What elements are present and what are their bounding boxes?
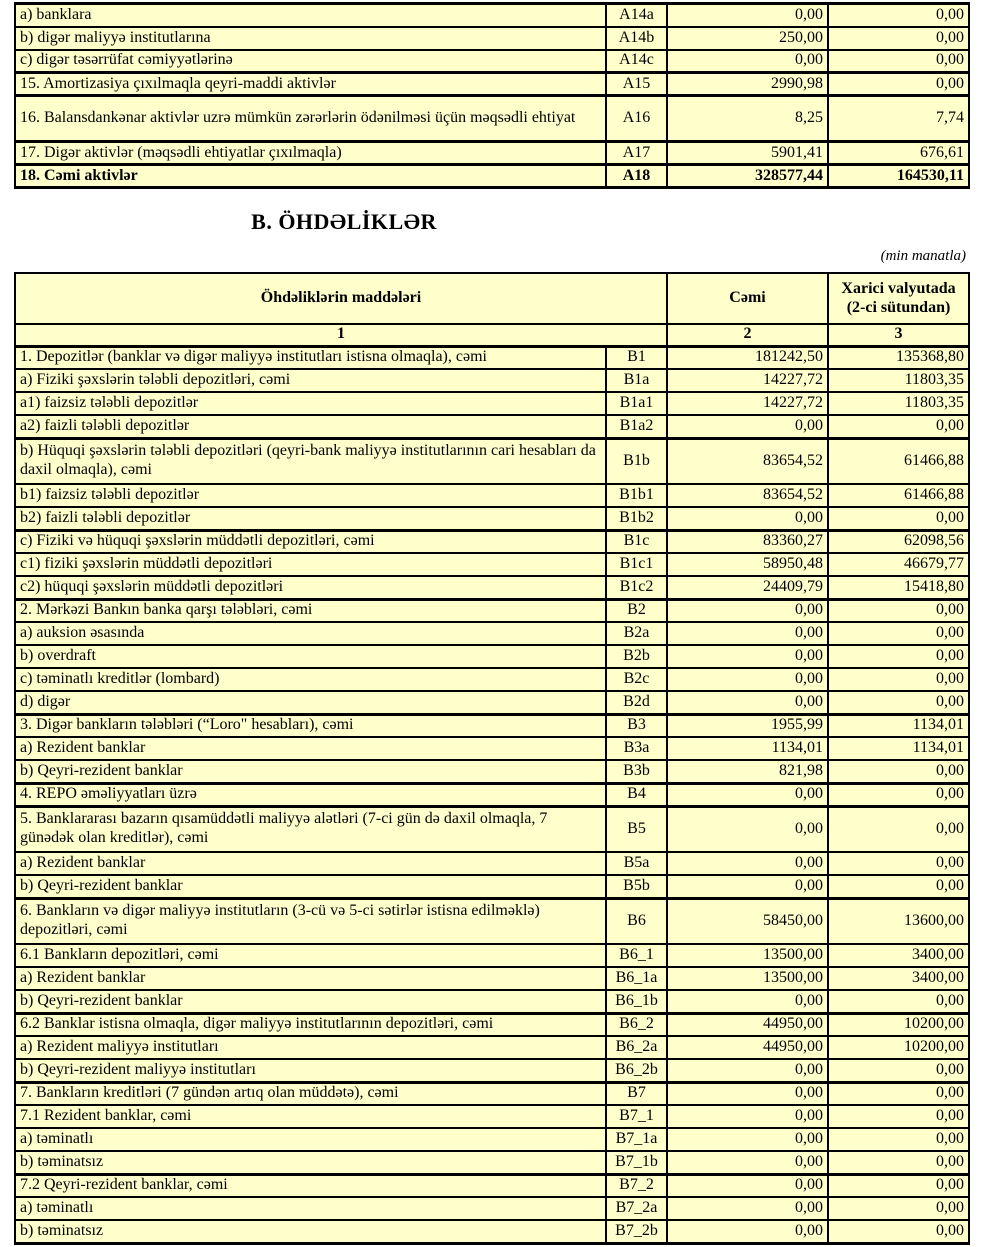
table-row bbox=[15, 668, 969, 691]
row-code: B1a2 bbox=[606, 415, 667, 438]
table-row bbox=[15, 346, 969, 369]
row-foreign-currency-value: 11803,35 bbox=[828, 392, 969, 415]
row-foreign-currency-value: 676,61 bbox=[828, 142, 969, 165]
assets-table-continuation bbox=[14, 2, 970, 189]
table-row bbox=[15, 898, 969, 944]
row-code: B1a bbox=[606, 369, 667, 392]
row-item-label: b) Qeyri-rezident maliyyə institutları bbox=[15, 1059, 606, 1082]
table-row bbox=[15, 1151, 969, 1174]
row-foreign-currency-value: 0,00 bbox=[828, 1082, 969, 1105]
row-code: B5b bbox=[606, 875, 667, 898]
row-code: A16 bbox=[606, 96, 667, 142]
row-code: B6_2a bbox=[606, 1036, 667, 1059]
row-code: B1b bbox=[606, 438, 667, 484]
row-total-value: 0,00 bbox=[667, 645, 828, 668]
row-foreign-currency-value: 135368,80 bbox=[828, 346, 969, 369]
table-row bbox=[15, 27, 969, 50]
col-header-foreign-line2: (2-ci sütundan) bbox=[846, 298, 951, 316]
row-code: B6_2 bbox=[606, 1013, 667, 1036]
row-foreign-currency-value: 0,00 bbox=[828, 1059, 969, 1082]
row-total-value: 13500,00 bbox=[667, 967, 828, 990]
row-foreign-currency-value: 0,00 bbox=[828, 622, 969, 645]
row-total-value: 13500,00 bbox=[667, 944, 828, 967]
row-total-value: 0,00 bbox=[667, 1128, 828, 1151]
row-code: B3 bbox=[606, 714, 667, 737]
row-total-value: 0,00 bbox=[667, 1082, 828, 1105]
row-code: A14a bbox=[606, 4, 667, 27]
row-foreign-currency-value: 0,00 bbox=[828, 1151, 969, 1174]
row-foreign-currency-value: 62098,56 bbox=[828, 530, 969, 553]
table-row bbox=[15, 553, 969, 576]
table-row bbox=[15, 165, 969, 188]
row-item-label: 2. Mərkəzi Bankın banka qarşı tələbləri, cəmi bbox=[15, 599, 606, 622]
row-foreign-currency-value: 1134,01 bbox=[828, 714, 969, 737]
row-item-label: 7. Bankların kreditləri (7 gündən artıq olan müddətə), cəmi bbox=[15, 1082, 606, 1105]
row-foreign-currency-value: 10200,00 bbox=[828, 1013, 969, 1036]
table-row bbox=[15, 50, 969, 73]
table-row bbox=[15, 438, 969, 484]
row-total-value: 14227,72 bbox=[667, 369, 828, 392]
row-code: B2 bbox=[606, 599, 667, 622]
row-total-value: 8,25 bbox=[667, 96, 828, 142]
row-total-value: 58450,00 bbox=[667, 898, 828, 944]
row-item-label: 16. Balansdankənar aktivlər uzrə mümkün zərərlərin ödənilməsi üçün məqsədli ehtiyat bbox=[15, 96, 606, 142]
row-total-value: 0,00 bbox=[667, 875, 828, 898]
row-code: B7_1 bbox=[606, 1105, 667, 1128]
row-total-value: 250,00 bbox=[667, 27, 828, 50]
row-total-value: 0,00 bbox=[667, 4, 828, 27]
row-foreign-currency-value: 61466,88 bbox=[828, 438, 969, 484]
row-foreign-currency-value: 0,00 bbox=[828, 875, 969, 898]
row-foreign-currency-value: 0,00 bbox=[828, 1174, 969, 1197]
table-row bbox=[15, 392, 969, 415]
row-total-value: 0,00 bbox=[667, 1220, 828, 1243]
row-item-label: 4. REPO əməliyyatları üzrə bbox=[15, 783, 606, 806]
table-row bbox=[15, 944, 969, 967]
row-code: B1c2 bbox=[606, 576, 667, 599]
row-code: B5 bbox=[606, 806, 667, 852]
row-foreign-currency-value: 0,00 bbox=[828, 645, 969, 668]
row-foreign-currency-value: 3400,00 bbox=[828, 967, 969, 990]
row-foreign-currency-value: 0,00 bbox=[828, 691, 969, 714]
row-code: B1c1 bbox=[606, 553, 667, 576]
table-row bbox=[15, 760, 969, 783]
col-header-items: Öhdəliklərin maddələri bbox=[15, 273, 667, 324]
row-foreign-currency-value: 0,00 bbox=[828, 415, 969, 438]
row-total-value: 0,00 bbox=[667, 783, 828, 806]
row-total-value: 0,00 bbox=[667, 668, 828, 691]
table-row bbox=[15, 852, 969, 875]
table-row bbox=[15, 645, 969, 668]
row-foreign-currency-value: 0,00 bbox=[828, 1105, 969, 1128]
row-item-label: a) auksion əsasında bbox=[15, 622, 606, 645]
row-item-label: a) Rezident banklar bbox=[15, 967, 606, 990]
row-item-label: 7.2 Qeyri-rezident banklar, cəmi bbox=[15, 1174, 606, 1197]
col-header-foreign-line1: Xarici valyutada bbox=[841, 279, 956, 297]
row-code: B7_2 bbox=[606, 1174, 667, 1197]
row-item-label: b) digər maliyyə institutlarına bbox=[15, 27, 606, 50]
row-foreign-currency-value: 10200,00 bbox=[828, 1036, 969, 1059]
row-code: B3a bbox=[606, 737, 667, 760]
row-code: B3b bbox=[606, 760, 667, 783]
row-code: B1c bbox=[606, 530, 667, 553]
table-row bbox=[15, 415, 969, 438]
row-total-value: 181242,50 bbox=[667, 346, 828, 369]
row-item-label: 5. Banklararası bazarın qısamüddətli maliyyə alətləri (7-ci gün də daxil olmaqla, 7 günədək olan kreditlər), cəmi bbox=[15, 806, 606, 852]
table-row bbox=[15, 691, 969, 714]
table-row bbox=[15, 806, 969, 852]
unit-note: (min manatla) bbox=[880, 248, 966, 264]
row-total-value: 0,00 bbox=[667, 1174, 828, 1197]
row-code: B6_1 bbox=[606, 944, 667, 967]
row-item-label: b) təminatsız bbox=[15, 1220, 606, 1243]
table-row bbox=[15, 1013, 969, 1036]
liabilities-table-header bbox=[15, 273, 969, 346]
table-row bbox=[15, 1174, 969, 1197]
row-code: B7 bbox=[606, 1082, 667, 1105]
row-foreign-currency-value: 0,00 bbox=[828, 50, 969, 73]
header-row bbox=[15, 273, 969, 324]
row-total-value: 328577,44 bbox=[667, 165, 828, 188]
row-code: B2d bbox=[606, 691, 667, 714]
table-row bbox=[15, 1128, 969, 1151]
row-item-label: 3. Digər bankların tələbləri (“Loro" hesabları), cəmi bbox=[15, 714, 606, 737]
col-header-foreign bbox=[828, 273, 969, 324]
col-number-items: 1 bbox=[15, 324, 667, 346]
row-total-value: 0,00 bbox=[667, 1105, 828, 1128]
row-item-label: a1) faizsiz tələbli depozitlər bbox=[15, 392, 606, 415]
row-total-value: 0,00 bbox=[667, 852, 828, 875]
table-row bbox=[15, 530, 969, 553]
row-total-value: 83360,27 bbox=[667, 530, 828, 553]
row-foreign-currency-value: 0,00 bbox=[828, 507, 969, 530]
table-row bbox=[15, 1082, 969, 1105]
row-code: B6_1b bbox=[606, 990, 667, 1013]
row-item-label: a) banklara bbox=[15, 4, 606, 27]
row-total-value: 0,00 bbox=[667, 1059, 828, 1082]
row-item-label: a) Rezident banklar bbox=[15, 852, 606, 875]
row-item-label: 1. Depozitlər (banklar və digər maliyyə institutları istisna olmaqla), cəmi bbox=[15, 346, 606, 369]
row-foreign-currency-value: 0,00 bbox=[828, 599, 969, 622]
row-total-value: 44950,00 bbox=[667, 1036, 828, 1059]
row-total-value: 2990,98 bbox=[667, 73, 828, 96]
row-foreign-currency-value: 13600,00 bbox=[828, 898, 969, 944]
row-total-value: 0,00 bbox=[667, 1151, 828, 1174]
liabilities-table bbox=[14, 272, 970, 1245]
row-item-label: a) Rezident maliyyə institutları bbox=[15, 1036, 606, 1059]
row-total-value: 58950,48 bbox=[667, 553, 828, 576]
row-item-label: b) Qeyri-rezident banklar bbox=[15, 875, 606, 898]
row-total-value: 0,00 bbox=[667, 415, 828, 438]
row-code: B5a bbox=[606, 852, 667, 875]
row-foreign-currency-value: 46679,77 bbox=[828, 553, 969, 576]
row-item-label: c) digər təsərrüfat cəmiyyətlərinə bbox=[15, 50, 606, 73]
row-code: A18 bbox=[606, 165, 667, 188]
row-total-value: 0,00 bbox=[667, 599, 828, 622]
col-number-total: 2 bbox=[667, 324, 828, 346]
row-item-label: 18. Cəmi aktivlər bbox=[15, 165, 606, 188]
row-item-label: b) Qeyri-rezident banklar bbox=[15, 760, 606, 783]
row-item-label: 6.2 Banklar istisna olmaqla, digər maliyyə institutlarının depozitləri, cəmi bbox=[15, 1013, 606, 1036]
row-code: B6 bbox=[606, 898, 667, 944]
row-code: B6_2b bbox=[606, 1059, 667, 1082]
row-foreign-currency-value: 0,00 bbox=[828, 27, 969, 50]
assets-table-body bbox=[15, 4, 969, 188]
table-row bbox=[15, 967, 969, 990]
row-item-label: 7.1 Rezident banklar, cəmi bbox=[15, 1105, 606, 1128]
row-item-label: c) təminatlı kreditlər (lombard) bbox=[15, 668, 606, 691]
row-foreign-currency-value: 0,00 bbox=[828, 783, 969, 806]
row-item-label: a) Rezident banklar bbox=[15, 737, 606, 760]
table-row bbox=[15, 1197, 969, 1220]
row-code: A14c bbox=[606, 50, 667, 73]
row-code: A14b bbox=[606, 27, 667, 50]
row-foreign-currency-value: 0,00 bbox=[828, 4, 969, 27]
row-item-label: 6. Bankların və digər maliyyə institutların (3-cü və 5-ci sətirlər istisna edilməklə) depozitləri, cəmi bbox=[15, 898, 606, 944]
row-foreign-currency-value: 0,00 bbox=[828, 1220, 969, 1243]
table-row bbox=[15, 599, 969, 622]
table-row bbox=[15, 737, 969, 760]
row-total-value: 0,00 bbox=[667, 50, 828, 73]
row-item-label: a2) faizli tələbli depozitlər bbox=[15, 415, 606, 438]
row-foreign-currency-value: 7,74 bbox=[828, 96, 969, 142]
row-item-label: 15. Amortizasiya çıxılmaqla qeyri-maddi aktivlər bbox=[15, 73, 606, 96]
table-row bbox=[15, 73, 969, 96]
row-item-label: c2) hüquqi şəxslərin müddətli depozitləri bbox=[15, 576, 606, 599]
row-foreign-currency-value: 3400,00 bbox=[828, 944, 969, 967]
row-code: B2b bbox=[606, 645, 667, 668]
row-foreign-currency-value: 164530,11 bbox=[828, 165, 969, 188]
row-total-value: 0,00 bbox=[667, 507, 828, 530]
row-item-label: 17. Digər aktivlər (məqsədli ehtiyatlar çıxılmaqla) bbox=[15, 142, 606, 165]
table-row bbox=[15, 4, 969, 27]
row-total-value: 821,98 bbox=[667, 760, 828, 783]
row-code: B7_2a bbox=[606, 1197, 667, 1220]
row-code: B1b1 bbox=[606, 484, 667, 507]
row-code: B1 bbox=[606, 346, 667, 369]
row-total-value: 5901,41 bbox=[667, 142, 828, 165]
row-foreign-currency-value: 0,00 bbox=[828, 73, 969, 96]
row-code: B1a1 bbox=[606, 392, 667, 415]
table-row bbox=[15, 1105, 969, 1128]
row-total-value: 0,00 bbox=[667, 990, 828, 1013]
row-code: B7_1b bbox=[606, 1151, 667, 1174]
row-item-label: c) Fiziki və hüquqi şəxslərin müddətli depozitləri, cəmi bbox=[15, 530, 606, 553]
row-total-value: 24409,79 bbox=[667, 576, 828, 599]
row-code: B1b2 bbox=[606, 507, 667, 530]
row-total-value: 83654,52 bbox=[667, 438, 828, 484]
table-row bbox=[15, 484, 969, 507]
row-item-label: a) təminatlı bbox=[15, 1128, 606, 1151]
table-row bbox=[15, 622, 969, 645]
table-row bbox=[15, 576, 969, 599]
row-code: A15 bbox=[606, 73, 667, 96]
column-number-row bbox=[15, 324, 969, 346]
row-total-value: 14227,72 bbox=[667, 392, 828, 415]
row-total-value: 0,00 bbox=[667, 806, 828, 852]
row-item-label: d) digər bbox=[15, 691, 606, 714]
col-number-foreign: 3 bbox=[828, 324, 969, 346]
row-code: B4 bbox=[606, 783, 667, 806]
row-foreign-currency-value: 0,00 bbox=[828, 990, 969, 1013]
table-row bbox=[15, 783, 969, 806]
row-code: B7_2b bbox=[606, 1220, 667, 1243]
row-item-label: a) Fiziki şəxslərin tələbli depozitləri, cəmi bbox=[15, 369, 606, 392]
row-item-label: 6.1 Bankların depozitləri, cəmi bbox=[15, 944, 606, 967]
row-item-label: b) Qeyri-rezident banklar bbox=[15, 990, 606, 1013]
row-foreign-currency-value: 11803,35 bbox=[828, 369, 969, 392]
row-item-label: b1) faizsiz tələbli depozitlər bbox=[15, 484, 606, 507]
table-row bbox=[15, 96, 969, 142]
row-foreign-currency-value: 0,00 bbox=[828, 852, 969, 875]
row-item-label: b) Hüquqi şəxslərin tələbli depozitləri (qeyri-bank maliyyə institutlarının cari hesabları da daxil olmaqla), cəmi bbox=[15, 438, 606, 484]
row-total-value: 1134,01 bbox=[667, 737, 828, 760]
row-item-label: b2) faizli tələbli depozitlər bbox=[15, 507, 606, 530]
row-code: B2c bbox=[606, 668, 667, 691]
table-row bbox=[15, 990, 969, 1013]
row-foreign-currency-value: 1134,01 bbox=[828, 737, 969, 760]
table-row bbox=[15, 1036, 969, 1059]
row-total-value: 1955,99 bbox=[667, 714, 828, 737]
row-code: B6_1a bbox=[606, 967, 667, 990]
table-row bbox=[15, 142, 969, 165]
table-row bbox=[15, 714, 969, 737]
table-row bbox=[15, 875, 969, 898]
row-item-label: b) overdraft bbox=[15, 645, 606, 668]
table-row bbox=[15, 1059, 969, 1082]
table-row bbox=[15, 369, 969, 392]
row-code: B7_1a bbox=[606, 1128, 667, 1151]
liabilities-table-body bbox=[15, 346, 969, 1243]
row-total-value: 0,00 bbox=[667, 1197, 828, 1220]
row-total-value: 0,00 bbox=[667, 622, 828, 645]
row-code: B2a bbox=[606, 622, 667, 645]
col-header-total: Cəmi bbox=[667, 273, 828, 324]
row-foreign-currency-value: 0,00 bbox=[828, 1128, 969, 1151]
row-total-value: 44950,00 bbox=[667, 1013, 828, 1036]
row-foreign-currency-value: 0,00 bbox=[828, 760, 969, 783]
row-foreign-currency-value: 0,00 bbox=[828, 1197, 969, 1220]
row-foreign-currency-value: 15418,80 bbox=[828, 576, 969, 599]
table-row bbox=[15, 1220, 969, 1243]
row-item-label: c1) fiziki şəxslərin müddətli depozitləri bbox=[15, 553, 606, 576]
table-row bbox=[15, 507, 969, 530]
row-foreign-currency-value: 0,00 bbox=[828, 668, 969, 691]
row-foreign-currency-value: 61466,88 bbox=[828, 484, 969, 507]
row-item-label: a) təminatlı bbox=[15, 1197, 606, 1220]
row-total-value: 0,00 bbox=[667, 691, 828, 714]
section-b-title: B. ÖHDƏLİKLƏR bbox=[251, 209, 437, 234]
row-code: A17 bbox=[606, 142, 667, 165]
row-item-label: b) təminatsız bbox=[15, 1151, 606, 1174]
row-total-value: 83654,52 bbox=[667, 484, 828, 507]
row-foreign-currency-value: 0,00 bbox=[828, 806, 969, 852]
